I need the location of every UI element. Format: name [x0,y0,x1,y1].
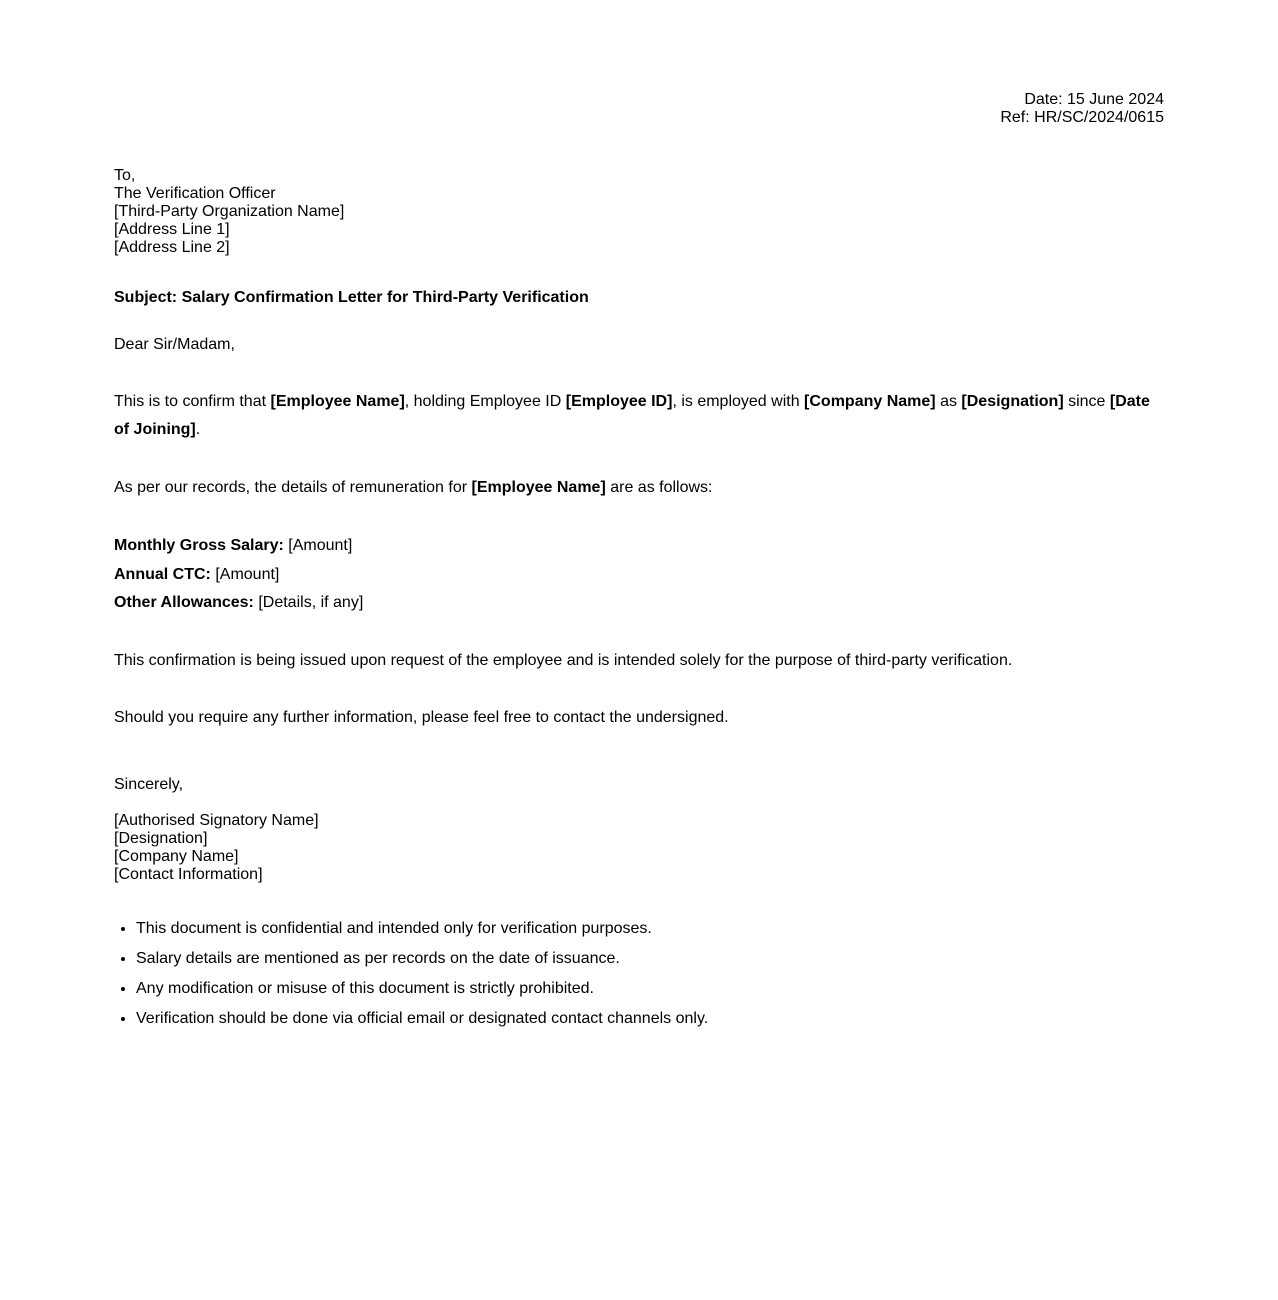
letter-meta [114,91,1164,127]
recipient-address-line-2: [Address Line 2] [114,239,230,256]
detail-label: Other Allowances: [114,594,254,611]
confirmation-paragraph [114,388,1164,444]
letter-subject: Subject: Salary Confirmation Letter for Third-Party Verification [114,289,589,306]
text-segment: since [1063,393,1110,410]
recipient-organization: [Third-Party Organization Name] [114,203,345,220]
purpose-paragraph: This confirmation is being issued upon request of the employee and is intended solely for the purpose of third-party verification. [114,651,1013,669]
list-item: • Verification should be done via official email or designated contact channels only. [136,1010,1164,1028]
list-item: • Salary details are mentioned as per records on the date of issuance. [136,950,1164,968]
list-item: • Any modification or misuse of this document is strictly prohibited. [136,980,1164,998]
letter-page [114,91,1164,1040]
detail-value: [Amount] [283,537,353,554]
remuneration-intro-paragraph [114,474,1164,502]
salary-details [114,532,1164,618]
text-segment: This is to confirm that [114,393,271,410]
signatory-designation: [Designation] [114,829,208,847]
text-segment: , is employed with [672,393,805,410]
recipient-address-line-1: [Address Line 1] [114,221,230,238]
employee-name-placeholder: [Employee Name] [471,479,606,496]
salutation: Dear Sir/Madam, [114,336,235,353]
signatory-contact: [Contact Information] [114,865,263,883]
closing: Sincerely, [114,775,184,793]
detail-label: Monthly Gross Salary: [114,537,284,554]
detail-label: Annual CTC: [114,565,211,583]
signatory-block [114,812,1164,884]
employee-id-placeholder: [Employee ID] [565,393,673,410]
recipient-block [114,167,1164,257]
salary-detail-other-allowances [114,589,1164,618]
recipient-to: To, [114,167,136,184]
date-of-joining-placeholder: [Date of Joining] [114,393,1150,438]
recipient-title: The Verification Officer [114,185,276,202]
notes-list [114,920,1164,1028]
text-segment: are as follows: [605,479,713,496]
text-segment: as [935,393,962,410]
detail-value: [Amount] [210,565,280,583]
detail-value: [Details, if any] [253,594,364,611]
salary-detail-annual-ctc [114,561,1164,590]
salary-detail-monthly-gross [114,532,1164,561]
list-item: • This document is confidential and intended only for verification purposes. [136,920,1164,938]
company-name-placeholder: [Company Name] [804,393,936,410]
letter-date: Date: 15 June 2024 [1024,91,1164,108]
signatory-name: [Authorised Signatory Name] [114,811,319,829]
signatory-company: [Company Name] [114,847,239,865]
text-segment: As per our records, the details of remuneration for [114,479,472,496]
letter-reference: Ref: HR/SC/2024/0615 [1000,109,1164,126]
designation-placeholder: [Designation] [961,393,1064,410]
employee-name-placeholder: [Employee Name] [270,393,405,410]
text-segment: , holding Employee ID [404,393,566,410]
text-segment: . [195,421,201,438]
contact-paragraph: Should you require any further information, please feel free to contact the undersigned. [114,708,729,726]
